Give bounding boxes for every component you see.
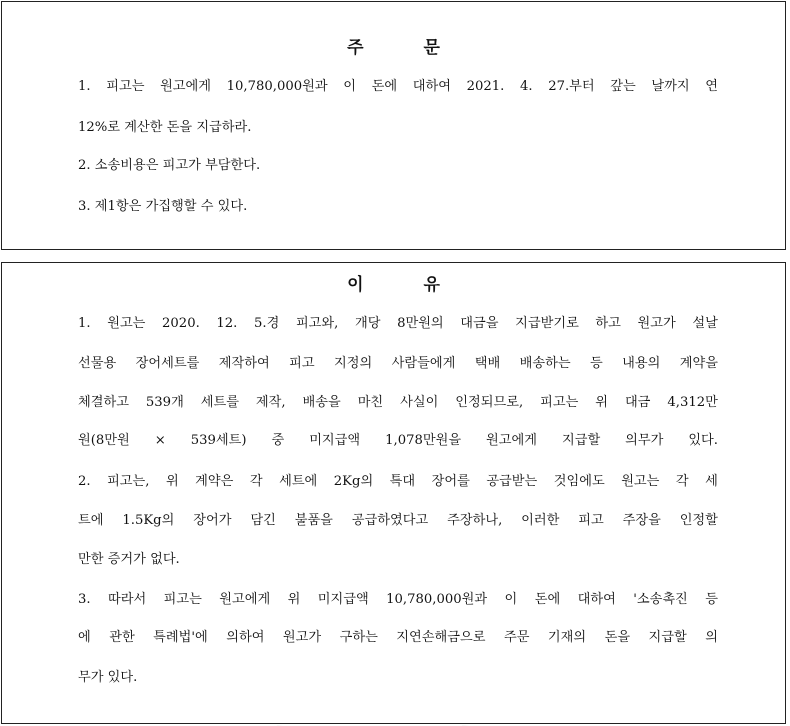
- word: 개당: [354, 316, 381, 331]
- word: 공급받는: [486, 474, 538, 489]
- word: 5.경: [254, 316, 280, 331]
- word: 4,312만: [667, 395, 718, 410]
- word: 원고에게: [486, 433, 538, 448]
- word: 계약은: [195, 474, 234, 489]
- watermark: [202, 693, 718, 726]
- word: 원(8만원: [78, 433, 130, 448]
- word: 따라서: [108, 592, 147, 607]
- word: 장어를: [431, 474, 470, 489]
- word: 8만원의: [397, 316, 444, 331]
- word: 이: [343, 79, 357, 94]
- reason-line-2: [78, 355, 718, 373]
- word: 마친: [357, 395, 384, 410]
- word: 제작하여: [218, 356, 270, 371]
- word: 10,780,000원과: [226, 79, 328, 94]
- word: 원고는: [621, 474, 660, 489]
- word: 10,780,000원과: [386, 592, 488, 607]
- word: 특대: [389, 474, 416, 489]
- word: 하고: [595, 316, 621, 331]
- word: 지정의: [334, 356, 373, 371]
- word: 피고는: [106, 79, 145, 94]
- word: 지급할: [648, 630, 687, 645]
- word: 관한: [109, 630, 135, 645]
- word: 날까지: [651, 79, 690, 94]
- word: 인정되므로,: [455, 395, 524, 410]
- word: 배송을: [302, 395, 341, 410]
- word: 사실이: [400, 395, 439, 410]
- word: 의무가: [625, 433, 664, 448]
- reason-heading-char-1: 이: [347, 275, 364, 295]
- word: 이러한: [521, 513, 560, 528]
- word: 중: [271, 433, 285, 448]
- word: 대하여: [577, 592, 616, 607]
- word: 지급받기로: [515, 316, 579, 331]
- word: 대금을: [460, 316, 499, 331]
- word: 배송하는: [519, 356, 571, 371]
- word: 사람들에게: [391, 356, 456, 371]
- reason-line-5: [78, 473, 718, 491]
- word: 피고와,: [295, 316, 339, 331]
- word: 539개: [145, 395, 184, 410]
- word: 돈을: [604, 630, 631, 645]
- word: 2021.: [466, 79, 505, 94]
- word: 위: [165, 474, 179, 489]
- word: 트에: [78, 513, 104, 528]
- word: 구하는: [339, 630, 378, 645]
- word: 에: [78, 630, 91, 645]
- word: 있다.: [688, 433, 718, 448]
- word: 장어세트를: [135, 356, 200, 371]
- reason-line-4: [78, 432, 718, 450]
- order-heading: [2, 33, 785, 58]
- word: 것임에도: [553, 474, 605, 489]
- word: 주장을: [622, 513, 661, 528]
- word: 주문: [503, 630, 530, 645]
- word: 돈에: [534, 592, 561, 607]
- word: 원고는: [107, 316, 146, 331]
- word: 이: [504, 592, 518, 607]
- word: 주장하나,: [447, 513, 503, 528]
- reason-heading-char-2: 유: [423, 275, 440, 295]
- reason-line-3: [78, 394, 718, 412]
- word: 세: [705, 474, 718, 489]
- word: 1.: [78, 79, 91, 94]
- word: 등: [705, 592, 718, 607]
- word: 1,078만원을: [385, 433, 462, 448]
- reason-line-7: 만한 증거가 없다.: [78, 552, 180, 567]
- word: 각: [249, 474, 263, 489]
- word: 피고: [578, 513, 604, 528]
- word: 2020.: [162, 316, 200, 331]
- reason-line-1: [78, 315, 718, 333]
- reason-section: [1, 262, 786, 724]
- word: 지연손해금으로: [396, 630, 486, 645]
- word: 인정할: [679, 513, 718, 528]
- order-line-3: 2. 소송비용은 피고가 부담한다.: [78, 158, 261, 173]
- word: 내용의: [622, 356, 661, 371]
- word: 4.: [519, 79, 533, 94]
- word: 원고에게: [160, 79, 212, 94]
- word: 피고는: [540, 395, 579, 410]
- reason-line-6: [78, 512, 718, 530]
- word: 체결하고: [78, 395, 129, 410]
- word: 세트를: [200, 395, 239, 410]
- word: 2.: [78, 474, 91, 489]
- word: 원고에게: [219, 592, 271, 607]
- word: 1.5Kg의: [122, 513, 175, 528]
- word: 원고가: [637, 316, 676, 331]
- word: 1.: [78, 316, 91, 331]
- word: 의하여: [226, 630, 265, 645]
- word: 각: [675, 474, 689, 489]
- word: 미지급액: [309, 433, 361, 448]
- word: 12.: [216, 316, 238, 331]
- word: 피고: [289, 356, 315, 371]
- order-line-4: 3. 제1항은 가집행할 수 있다.: [78, 199, 248, 214]
- word: 2Kg의: [333, 474, 374, 489]
- reason-line-10: 무가 있다.: [78, 670, 138, 685]
- word: 장어가: [193, 513, 232, 528]
- word: 설날: [692, 316, 718, 331]
- order-section: [1, 1, 786, 250]
- word: 제작,: [255, 395, 286, 410]
- word: 대하여: [412, 79, 451, 94]
- word: 원고가: [282, 630, 322, 645]
- word: 돈에: [371, 79, 398, 94]
- word: 담긴: [250, 513, 276, 528]
- reason-heading: [2, 270, 785, 295]
- word: 지급할: [561, 433, 601, 448]
- word: 미지급액: [317, 592, 369, 607]
- word: 기재의: [547, 630, 587, 645]
- word: 등: [590, 356, 603, 371]
- word: 불품을: [294, 513, 333, 528]
- word: 피고는: [163, 592, 202, 607]
- order-line-2: 12%로 계산한 돈을 지급하라.: [78, 120, 252, 135]
- word: 539세트): [190, 433, 247, 448]
- word: 위: [595, 395, 608, 410]
- word: 3.: [78, 592, 91, 607]
- word: ×: [154, 433, 166, 448]
- reason-line-9: [78, 629, 718, 647]
- word: 위: [287, 592, 301, 607]
- reason-line-8: [78, 591, 718, 609]
- order-heading-char-2: 문: [423, 38, 440, 58]
- word: 선물용: [78, 356, 117, 371]
- word: 의: [705, 630, 718, 645]
- word: 공급하였다고: [351, 513, 429, 528]
- word: 계약을: [679, 356, 718, 371]
- order-line-1: [78, 78, 718, 96]
- word: '소송촉진: [633, 592, 688, 607]
- word: 피고는,: [107, 474, 150, 489]
- word: 세트에: [279, 474, 318, 489]
- word: 대금: [624, 395, 651, 410]
- word: 특례법'에: [153, 630, 208, 645]
- order-heading-char-1: 주: [347, 38, 364, 58]
- word: 27.부터: [548, 79, 595, 94]
- word: 갚는: [610, 79, 636, 94]
- word: 연: [705, 79, 718, 94]
- word: 택배: [474, 356, 501, 371]
